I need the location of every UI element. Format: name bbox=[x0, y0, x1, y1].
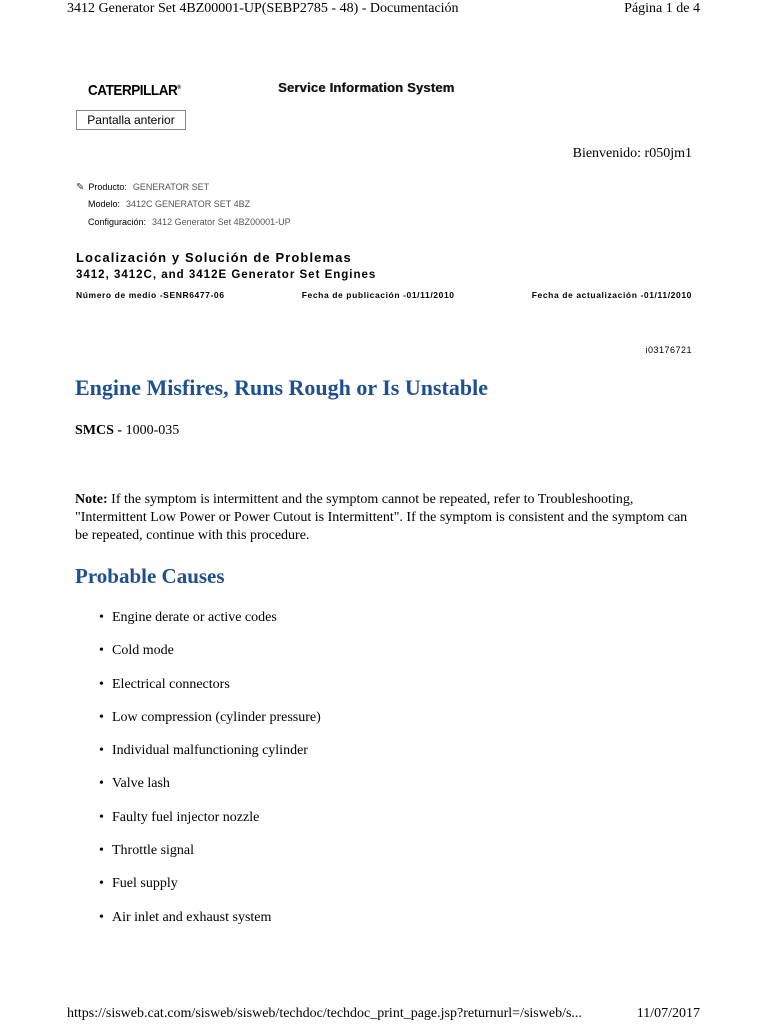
bullet-icon: • bbox=[99, 676, 104, 692]
logo-registered-mark: ® bbox=[177, 85, 181, 91]
update-date: Fecha de actualización -01/11/2010 bbox=[531, 290, 692, 300]
bullet-icon: • bbox=[99, 709, 104, 725]
back-button[interactable]: Pantalla anterior bbox=[76, 110, 186, 130]
note-label: Note: bbox=[75, 492, 108, 507]
print-header-page: Página 1 de 4 bbox=[624, 1, 700, 16]
configuration-value: 3412 Generator Set 4BZ00001-UP bbox=[152, 217, 291, 227]
cause-text: Cold mode bbox=[112, 643, 174, 659]
product-label: Producto: bbox=[88, 182, 127, 192]
cause-text: Engine derate or active codes bbox=[112, 610, 277, 625]
note-text: If the symptom is intermittent and the symptom cannot be repeated, refer to Troubleshooting, "Intermittent Low Power or Power Cutout is Intermittent". If the symptom is consistent and the symptom can be repeated, continue with this procedure. bbox=[75, 492, 688, 543]
smcs-code bbox=[75, 423, 179, 439]
configuration-row bbox=[88, 217, 291, 227]
edit-pen-icon[interactable]: ✎ bbox=[76, 182, 85, 193]
cause-text: Electrical connectors bbox=[112, 676, 230, 692]
smcs-label: SMCS - bbox=[75, 423, 123, 438]
list-item bbox=[99, 776, 321, 809]
page-title: Engine Misfires, Runs Rough or Is Unstable bbox=[75, 375, 488, 400]
media-info-row bbox=[76, 290, 692, 300]
welcome-text: Bienvenido: r050jm1 bbox=[572, 146, 692, 161]
system-title: Service Information System bbox=[278, 80, 455, 95]
bullet-icon: • bbox=[99, 643, 104, 659]
smcs-value: 1000-035 bbox=[125, 423, 180, 438]
model-label: Modelo: bbox=[88, 199, 121, 209]
list-item bbox=[99, 610, 321, 643]
model-row bbox=[88, 199, 250, 209]
product-row bbox=[76, 182, 209, 193]
cause-text: Low compression (cylinder pressure) bbox=[112, 709, 321, 725]
cause-text: Throttle signal bbox=[112, 843, 195, 859]
cause-text: Valve lash bbox=[112, 776, 170, 792]
section-title: Localización y Solución de Problemas bbox=[76, 250, 352, 265]
list-item bbox=[99, 743, 321, 776]
note-paragraph bbox=[75, 491, 695, 545]
list-item bbox=[99, 677, 321, 710]
document-id: i03176721 bbox=[645, 345, 692, 355]
cause-text: Air inlet and exhaust system bbox=[112, 909, 272, 925]
list-item bbox=[99, 910, 321, 943]
list-item bbox=[99, 843, 321, 876]
cause-text: Faulty fuel injector nozzle bbox=[112, 809, 260, 825]
probable-causes-list bbox=[99, 610, 321, 943]
logo-text: CATERPILLAR bbox=[88, 82, 178, 99]
list-item bbox=[99, 710, 321, 743]
list-item bbox=[99, 810, 321, 843]
print-footer-date: 11/07/2017 bbox=[636, 1006, 700, 1021]
probable-causes-heading: Probable Causes bbox=[75, 564, 225, 588]
cause-text: Individual malfunctioning cylinder bbox=[112, 743, 308, 759]
bullet-icon: • bbox=[99, 776, 104, 792]
cause-text: Fuel supply bbox=[112, 876, 178, 892]
bullet-icon: • bbox=[99, 843, 104, 859]
list-item bbox=[99, 876, 321, 909]
product-value: GENERATOR SET bbox=[132, 182, 210, 192]
bullet-icon: • bbox=[99, 876, 104, 892]
section-subtitle: 3412, 3412C, and 3412E Generator Set Engines bbox=[76, 269, 377, 281]
bullet-icon: • bbox=[99, 743, 104, 759]
media-number: Número de medio -SENR6477-06 bbox=[76, 290, 225, 300]
bullet-icon: • bbox=[99, 610, 104, 625]
bullet-icon: • bbox=[99, 809, 104, 825]
bullet-icon: • bbox=[99, 909, 104, 925]
caterpillar-logo bbox=[88, 82, 181, 99]
model-value: 3412C GENERATOR SET 4BZ bbox=[126, 199, 251, 209]
configuration-label: Configuración: bbox=[88, 217, 147, 227]
print-header-title: 3412 Generator Set 4BZ00001-UP(SEBP2785 - 48) - Documentación bbox=[67, 1, 459, 16]
list-item bbox=[99, 643, 321, 676]
publication-date: Fecha de publicación -01/11/2010 bbox=[301, 290, 455, 300]
print-footer-url: https://sisweb.cat.com/sisweb/sisweb/techdoc/techdoc_print_page.jsp?returnurl=/sisweb/s... bbox=[67, 1006, 582, 1021]
